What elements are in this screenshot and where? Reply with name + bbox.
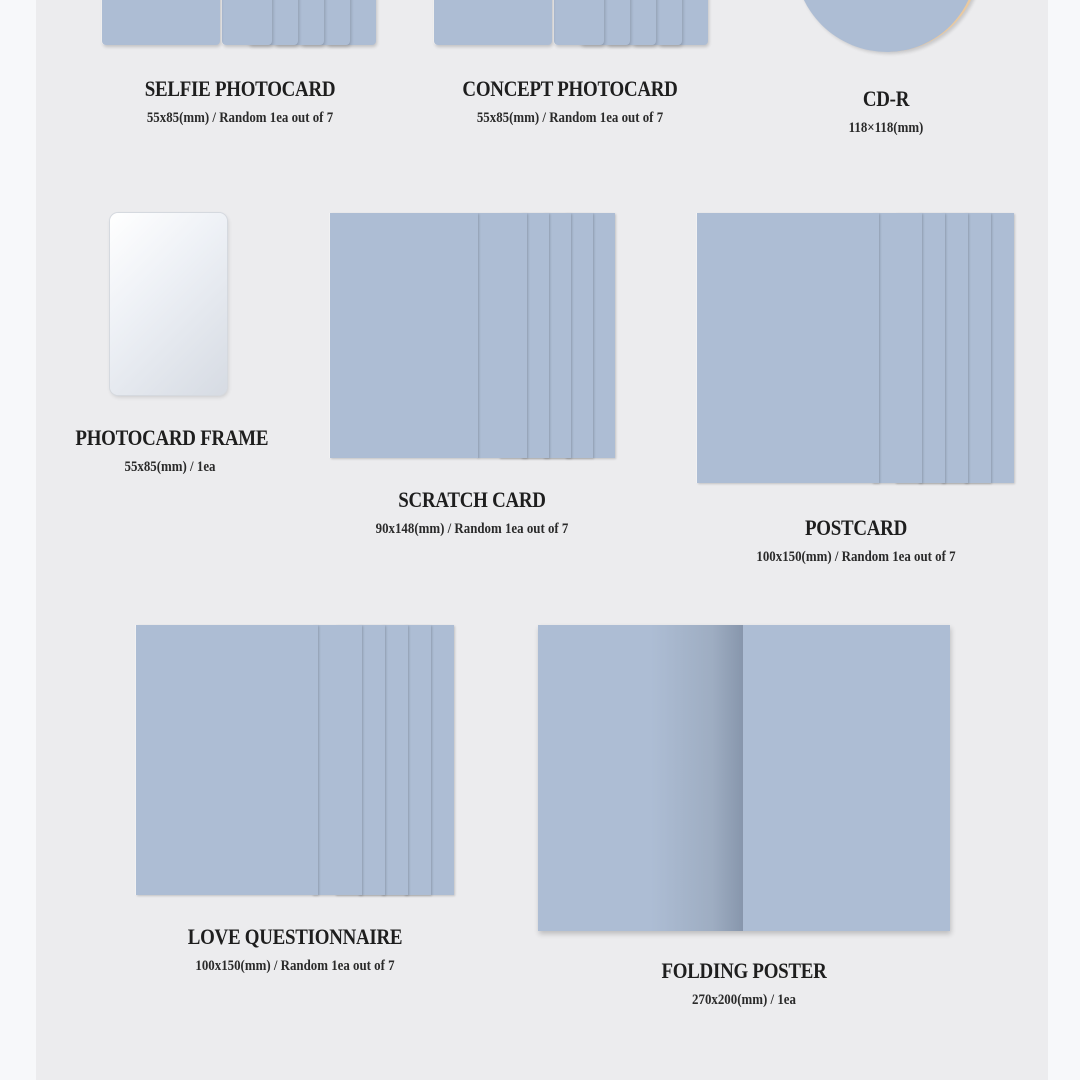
selfie-photocard-title: SELFIE PHOTOCARD — [144, 76, 336, 101]
photocard-sheet — [222, 0, 272, 45]
scratch-card-sheet — [477, 213, 527, 458]
scratch-card-sheet — [330, 213, 478, 458]
postcard-sheet — [872, 213, 922, 483]
postcard-spec: 100x150(mm) / Random 1ea out of 7 — [756, 549, 956, 565]
postcard-sheet — [697, 213, 879, 483]
concept-photocard-spec: 55x85(mm) / Random 1ea out of 7 — [476, 110, 664, 126]
love-questionnaire-title: LOVE QUESTIONNAIRE — [187, 924, 403, 949]
folding-poster-right-panel — [743, 625, 950, 931]
cd-r-spec: 118×118(mm) — [848, 120, 924, 136]
questionnaire-sheet — [136, 625, 318, 895]
love-questionnaire-spec: 100x150(mm) / Random 1ea out of 7 — [195, 958, 395, 974]
photocard-sheet — [434, 0, 552, 45]
concept-photocard-title: CONCEPT PHOTOCARD — [462, 76, 678, 101]
photocard-frame-title: PHOTOCARD FRAME — [75, 425, 269, 450]
folding-poster-left-panel — [538, 625, 743, 931]
questionnaire-sheet — [312, 625, 362, 895]
photocard-sheet — [554, 0, 604, 45]
folding-poster-title: FOLDING POSTER — [661, 958, 827, 983]
cd-r-title: CD-R — [862, 86, 910, 111]
scratch-card-spec: 90x148(mm) / Random 1ea out of 7 — [375, 521, 569, 537]
selfie-photocard-spec: 55x85(mm) / Random 1ea out of 7 — [146, 110, 334, 126]
photocard-frame-image — [110, 213, 227, 395]
photocard-frame-spec: 55x85(mm) / 1ea — [124, 459, 216, 475]
folding-poster-spec: 270x200(mm) / 1ea — [692, 992, 796, 1008]
scratch-card-title: SCRATCH CARD — [398, 487, 546, 512]
photocard-sheet — [102, 0, 220, 45]
postcard-title: POSTCARD — [804, 515, 908, 540]
